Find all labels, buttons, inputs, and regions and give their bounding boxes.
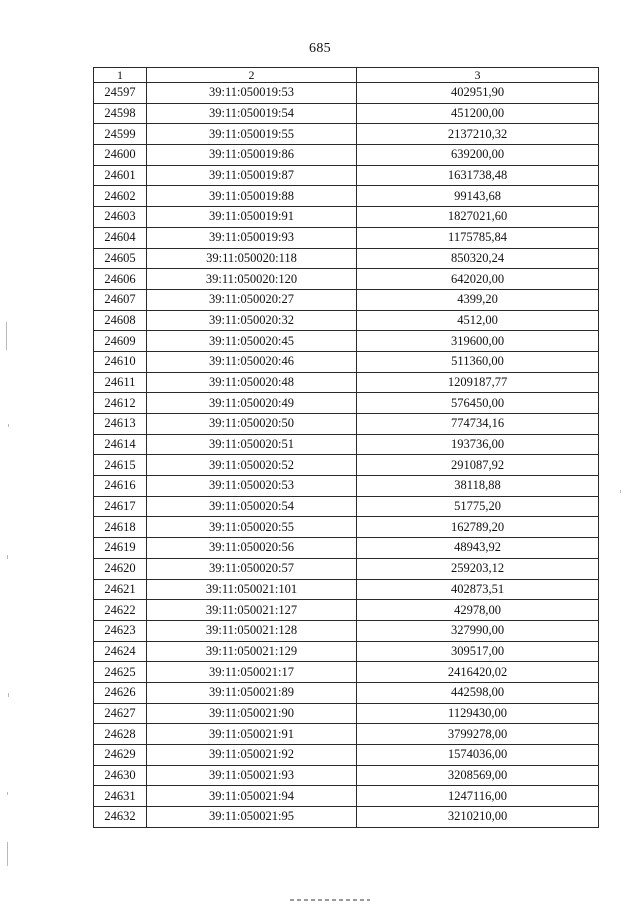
cadastral-number-cell: 39:11:050021:128 [147,620,357,641]
table-row [94,289,599,310]
row-number-cell: 24616 [94,476,147,497]
row-number-cell: 24607 [94,289,147,310]
cadastral-number-cell: 39:11:050020:32 [147,310,357,331]
cadastral-value-cell: 3210210,00 [357,807,599,828]
scan-artifact [7,842,8,866]
row-number-cell: 24630 [94,765,147,786]
table-row [94,331,599,352]
cadastral-number-cell: 39:11:050021:101 [147,579,357,600]
page-number: 685 [309,41,331,56]
row-number-cell: 24614 [94,434,147,455]
table-row [94,682,599,703]
cadastral-value-cell: 51775,20 [357,496,599,517]
cadastral-value-cell: 42978,00 [357,600,599,621]
row-number-cell: 24605 [94,248,147,269]
cadastral-number-cell: 39:11:050021:89 [147,682,357,703]
table-row [94,786,599,807]
table-row [94,558,599,579]
row-number-cell: 24615 [94,455,147,476]
cadastral-number-cell: 39:11:050019:87 [147,165,357,186]
row-number-cell: 24625 [94,662,147,683]
row-number-cell: 24631 [94,786,147,807]
row-number-cell: 24600 [94,145,147,166]
row-number-cell: 24613 [94,414,147,435]
cadastral-value-cell: 4399,20 [357,289,599,310]
table-row [94,620,599,641]
table-row [94,269,599,290]
row-number-cell: 24629 [94,745,147,766]
table-row [94,517,599,538]
cadastral-number-cell: 39:11:050020:53 [147,476,357,497]
table-row [94,124,599,145]
cadastral-value-cell: 38118,88 [357,476,599,497]
table-row [94,248,599,269]
table-row [94,372,599,393]
cadastral-value-cell: 774734,16 [357,414,599,435]
row-number-cell: 24606 [94,269,147,290]
cadastral-value-cell: 642020,00 [357,269,599,290]
cadastral-number-cell: 39:11:050020:120 [147,269,357,290]
table-row [94,393,599,414]
table-row [94,227,599,248]
cadastral-number-cell: 39:11:050021:91 [147,724,357,745]
cadastral-number-cell: 39:11:050021:94 [147,786,357,807]
row-number-cell: 24599 [94,124,147,145]
row-number-cell: 24627 [94,703,147,724]
cadastral-value-cell: 1574036,00 [357,745,599,766]
row-number-cell: 24626 [94,682,147,703]
cadastral-number-cell: 39:11:050019:54 [147,103,357,124]
cadastral-number-cell: 39:11:050021:127 [147,600,357,621]
column-header-1: 1 [94,68,147,83]
cadastral-number-cell: 39:11:050019:55 [147,124,357,145]
cadastral-value-cell: 1175785,84 [357,227,599,248]
scan-artifact [7,792,8,795]
row-number-cell: 24610 [94,351,147,372]
table-row [94,476,599,497]
cadastral-value-cell: 850320,24 [357,248,599,269]
cadastral-value-cell: 2137210,32 [357,124,599,145]
row-number-cell: 24618 [94,517,147,538]
column-header-2: 2 [147,68,357,83]
cadastral-value-cell: 442598,00 [357,682,599,703]
table-row [94,455,599,476]
row-number-cell: 24597 [94,83,147,104]
row-number-cell: 24624 [94,641,147,662]
table-row [94,600,599,621]
row-number-cell: 24609 [94,331,147,352]
cadastral-value-cell: 1827021,60 [357,207,599,228]
cadastral-number-cell: 39:11:050021:17 [147,662,357,683]
table-row [94,83,599,104]
row-number-cell: 24611 [94,372,147,393]
row-number-cell: 24617 [94,496,147,517]
cadastral-number-cell: 39:11:050020:48 [147,372,357,393]
cadastral-value-table [93,67,599,828]
cadastral-value-cell: 259203,12 [357,558,599,579]
cadastral-number-cell: 39:11:050020:50 [147,414,357,435]
table-row [94,351,599,372]
cadastral-number-cell: 39:11:050020:52 [147,455,357,476]
cadastral-number-cell: 39:11:050019:93 [147,227,357,248]
cadastral-number-cell: 39:11:050020:57 [147,558,357,579]
cadastral-number-cell: 39:11:050019:53 [147,83,357,104]
table-row [94,103,599,124]
cadastral-value-cell: 2416420,02 [357,662,599,683]
row-number-cell: 24612 [94,393,147,414]
cadastral-number-cell: 39:11:050020:118 [147,248,357,269]
scan-artifact [620,490,621,493]
table-row [94,145,599,166]
cadastral-value-cell: 319600,00 [357,331,599,352]
cadastral-value-cell: 402873,51 [357,579,599,600]
table-row [94,641,599,662]
cadastral-number-cell: 39:11:050021:129 [147,641,357,662]
cadastral-value-cell: 309517,00 [357,641,599,662]
cadastral-number-cell: 39:11:050020:55 [147,517,357,538]
cadastral-value-cell: 511360,00 [357,351,599,372]
cadastral-value-cell: 1129430,00 [357,703,599,724]
scan-artifact [6,322,7,350]
row-number-cell: 24622 [94,600,147,621]
cadastral-number-cell: 39:11:050021:95 [147,807,357,828]
column-header-3: 3 [357,68,599,83]
table-header-row [94,68,599,83]
table-row [94,538,599,559]
table-row [94,186,599,207]
cadastral-value-cell: 162789,20 [357,517,599,538]
row-number-cell: 24623 [94,620,147,641]
row-number-cell: 24628 [94,724,147,745]
table-row [94,662,599,683]
cadastral-number-cell: 39:11:050019:91 [147,207,357,228]
scan-artifact [7,555,8,559]
table-row [94,745,599,766]
cadastral-number-cell: 39:11:050020:27 [147,289,357,310]
cadastral-value-cell: 639200,00 [357,145,599,166]
cadastral-number-cell: 39:11:050021:93 [147,765,357,786]
row-number-cell: 24601 [94,165,147,186]
table-row [94,765,599,786]
cadastral-number-cell: 39:11:050020:51 [147,434,357,455]
cadastral-number-cell: 39:11:050020:45 [147,331,357,352]
cadastral-value-cell: 576450,00 [357,393,599,414]
row-number-cell: 24620 [94,558,147,579]
cadastral-number-cell: 39:11:050019:86 [147,145,357,166]
row-number-cell: 24632 [94,807,147,828]
cadastral-value-cell: 193736,00 [357,434,599,455]
cadastral-number-cell: 39:11:050020:46 [147,351,357,372]
cadastral-value-cell: 4512,00 [357,310,599,331]
cadastral-value-cell: 1631738,48 [357,165,599,186]
table-row [94,310,599,331]
row-number-cell: 24608 [94,310,147,331]
table-row [94,207,599,228]
cadastral-number-cell: 39:11:050021:92 [147,745,357,766]
table-row [94,724,599,745]
scan-artifact-footer [290,899,370,901]
cadastral-value-cell: 3799278,00 [357,724,599,745]
cadastral-number-cell: 39:11:050019:88 [147,186,357,207]
cadastral-value-cell: 48943,92 [357,538,599,559]
cadastral-number-cell: 39:11:050020:56 [147,538,357,559]
row-number-cell: 24621 [94,579,147,600]
cadastral-value-cell: 451200,00 [357,103,599,124]
cadastral-value-cell: 327990,00 [357,620,599,641]
cadastral-value-cell: 3208569,00 [357,765,599,786]
table-body [94,83,599,828]
row-number-cell: 24603 [94,207,147,228]
cadastral-value-cell: 1209187,77 [357,372,599,393]
table-row [94,579,599,600]
table-row [94,807,599,828]
row-number-cell: 24602 [94,186,147,207]
cadastral-number-cell: 39:11:050021:90 [147,703,357,724]
cadastral-number-cell: 39:11:050020:49 [147,393,357,414]
cadastral-value-cell: 1247116,00 [357,786,599,807]
row-number-cell: 24619 [94,538,147,559]
row-number-cell: 24598 [94,103,147,124]
cadastral-number-cell: 39:11:050020:54 [147,496,357,517]
table-row [94,496,599,517]
table-row [94,703,599,724]
cadastral-value-cell: 291087,92 [357,455,599,476]
cadastral-value-cell: 402951,90 [357,83,599,104]
scan-artifact [8,424,9,427]
table-row [94,165,599,186]
row-number-cell: 24604 [94,227,147,248]
table-row [94,434,599,455]
scan-artifact [8,693,9,697]
table-row [94,414,599,435]
cadastral-value-cell: 99143,68 [357,186,599,207]
